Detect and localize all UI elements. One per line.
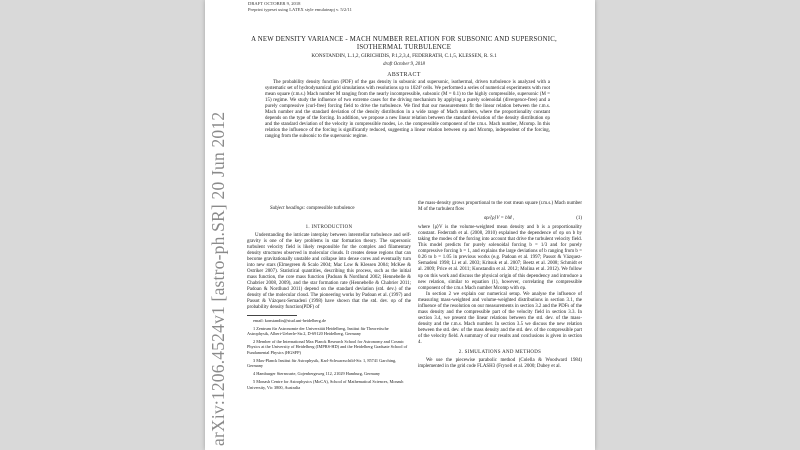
methods-paragraph: We use the piecewise parabolic method (Colella & Woodward 1984) implemented in the grid code FLASH3 (Fryxell et al. 2000; Dubey et al. <box>418 357 582 369</box>
methods-heading: 2. SIMULATIONS AND METHODS <box>458 350 542 356</box>
paper-title <box>228 36 580 52</box>
footnote-1: 1 Zentrum für Astronomie der Universität Heidelberg, Institut für Theoretische Astrophysik, Albert-Ueberle-Str.2, D-69120 Heidelberg, Germany <box>247 325 389 337</box>
footnote-rule <box>247 315 297 316</box>
footnote-4: 4 Hamburger Sternwarte, Gojenbergsweg 112, 21029 Hamburg, Germany <box>253 371 381 377</box>
equation-number: (1) <box>576 216 582 222</box>
right-column <box>418 201 582 370</box>
footnote-2: 2 Member of the International Max Planck Research School for Astronomy and Cosmic Physics at the University of Heidelberg (IMPRS-HD) and the Heidelberg Graduate School of Fundamental Physics (HGSFP) <box>247 339 408 355</box>
equation-1 <box>418 213 582 225</box>
equation-text: σρ/⟨ρ⟩V = bM , <box>484 216 515 222</box>
abstract-text: The probability density function (PDF) of the gas density in subsonic and supersonic, isothermal, driven turbulence is analyzed with a systematic set of hydrodynamical grid simulations with resolutions up to 1024³ cells. We performed a series of numerical experiments with root mean square (r.m.s.) Mach number M ranging from the nearly incompressible, subsonic (M = 0.1) to the highly compressible, supersonic (M = 15) regime. We study the influence of two extreme cases for the driving mechanism by applying a purely solenoidal (divergence-free) and a purely compressive (curl-free) forcing field to drive the turbulence. We find that our measurements fit the linear relation between the r.m.s. Mach number and the standard deviation of the density distribution in a wide range of Mach numbers, where the proportionality constant depends on the type of the forcing. In addition, we propose a new linear relation between the standard deviation of the density distribution σρ and the standard deviation of the velocity in compressible modes, i.e. the compressible component of the r.m.s. Mach number, Mcomp. In this relation the influence of the forcing is significantly reduced, suggesting a linear relation between σρ and Mcomp, independent of the forcing, ranging from the subsonic to the supersonic regime. <box>265 80 550 140</box>
arxiv-stamp: arXiv:1206.4524v1 [astro-ph.SR] 20 Jun 2012 <box>208 111 228 446</box>
author-list: KONSTANDIN, L.1,2, GIRICHIDIS, P.1,2,3,4, FEDERRATH, C.1,5, KLESSEN, R. S.1 <box>311 53 497 59</box>
forcing-paragraph: where ⟨ρ⟩V is the volume-weighted mean density and b is a proportionality constant. Federrath et al. (2008, 2010) explained the dependence of σρ on b by taking the modes of the forcing into account that drive the turbulent velocity field. This model predicts for purely solenoidal forcing b = 1/3 and for purely compressive forcing b = 1, and explains the large deviations of b ranging from b = 0.26 to b = 1.05 in previous works (e.g. Padoan et al. 1997; Passot & Vázquez-Semadeni 1998; Li et al. 2003; Kritsuk et al. 2007; Beetz et al. 2008; Schmidt et al. 2009; Price et al. 2011; Konstandin et al. 2012; Molina et al. 2012). We follow up on this work and discuss the physical origin of this dependency and introduce a new relation, similar to equation (1), however, correlating the compressible component of the r.m.s Mach number Mcomp with σρ. <box>418 225 582 291</box>
title-line-1: A NEW DENSITY VARIANCE - MACH NUMBER RELATION FOR SUBSONIC AND SUPERSONIC, <box>251 36 557 43</box>
outline-paragraph: In section 2 we explain our numerical setup. We analyse the influence of measuring mass-weighted and volume-weighted distributions in section 3.1, the influence of the resolution on our measurements in section 3.2 and the PDFs of the mass density and the compressible part of the velocity field in section 3.3. In section 3.4, we present the linear relations between the std. dev. of the mass-density and the r.m.s. Mach number. In section 3.5 we discuss the new relation between the std. dev. of the mass density and the std. dev. of the compressible part of the velocity field. A summary of our results and conclusions is given in section 4. <box>418 291 582 346</box>
keywords-label: Subject headings: <box>270 206 306 211</box>
keywords-value: compressible turbulence <box>306 206 355 211</box>
intro-heading: 1. INTRODUCTION <box>305 225 353 230</box>
intro-continued-paragraph: the mass-density grows proportional to the root mean square (r.m.s.) Mach number M of the turbulent flow <box>418 201 582 213</box>
footnote-email: email: konstandin@stud.uni-heidelberg.de <box>253 317 326 323</box>
abstract-heading: ABSTRACT <box>387 72 421 78</box>
intro-paragraph: Understanding the intricate interplay between interstellar turbulence and self-gravity is one of the key problems in star formation theory. The supersonic turbulent velocity field is likely responsible for the complex and filamentary density structures observed in molecular clouds. It creates dense regions that can become gravitationally unstable and collapse into dense cores and eventually turn into new stars (Elmegreen & Scalo 2004; Mac Low & Klessen 2004; McKee & Ostriker 2007). Statistical quantities, describing this process, such as the initial mass function, the core mass function (Padoan & Nordlund 2002; Hennebelle & Chabrier 2008, 2009), and the star formation rate (Hennebelle & Chabrier 2011; Padoan & Nordlund 2011) depend on the standard deviation (std. dev.) of the density of the molecular cloud. The pioneering works by Padoan et al. (1997) and Passot & Vázquez-Semadeni (1998) have shown that the std. dev. σρ of the probability density function(PDF) of <box>247 232 411 311</box>
title-line-2: ISOTHERMAL TURBULENCE <box>356 44 452 52</box>
page-header <box>248 1 352 12</box>
footnote-5: 5 Monash Centre for Astrophysics (MoCA), School of Mathematical Sciences, Monash University, Vic 3800, Australia <box>247 379 404 390</box>
footnote-3: 3 Max-Planck Institut für Astrophysik, Karl-Schwarzschild-Str. 1, 85741 Garching, Germany <box>247 357 397 369</box>
draft-date: draft October 9, 2018 <box>383 62 425 67</box>
preprint-line: Preprint typeset using LATEX style emulateapj v. 5/2/11 <box>248 6 352 12</box>
draft-line: DRAFT OCTOBER 9, 2018 <box>248 1 301 6</box>
left-column <box>247 225 411 393</box>
